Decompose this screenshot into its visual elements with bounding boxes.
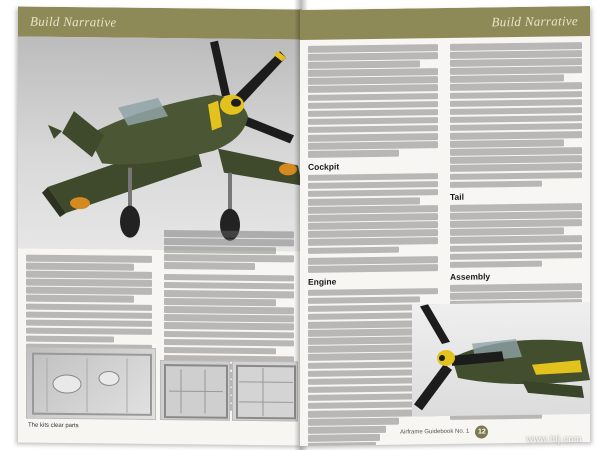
right-page xyxy=(300,6,590,446)
aircraft-nose-photo xyxy=(412,302,590,416)
sprue-photo-1 xyxy=(160,360,230,421)
clear-parts-photo xyxy=(26,347,156,420)
left-page-header xyxy=(18,7,302,40)
heading-tail: Tail xyxy=(450,191,465,203)
left-page-header-title: Build Narrative xyxy=(30,13,117,30)
sprue-photo-2 xyxy=(232,361,298,422)
footer-text: Airframe Guidebook No. 1 xyxy=(400,428,470,436)
clear-parts-caption: The kits clear parts xyxy=(28,422,79,430)
aircraft-model-illustration xyxy=(18,37,302,252)
watermark-text: www.hlj.com xyxy=(526,434,582,444)
heading-cockpit: Cockpit xyxy=(308,161,340,172)
right-page-header-title: Build Narrative xyxy=(491,13,578,30)
page-number-badge xyxy=(475,425,488,438)
right-page-header xyxy=(300,6,590,40)
heading-engine: Engine xyxy=(308,276,337,287)
heading-assembly: Assembly xyxy=(450,271,491,283)
hero-aircraft-photo xyxy=(18,37,302,252)
page-number: 12 xyxy=(477,427,486,436)
left-page xyxy=(18,7,302,446)
